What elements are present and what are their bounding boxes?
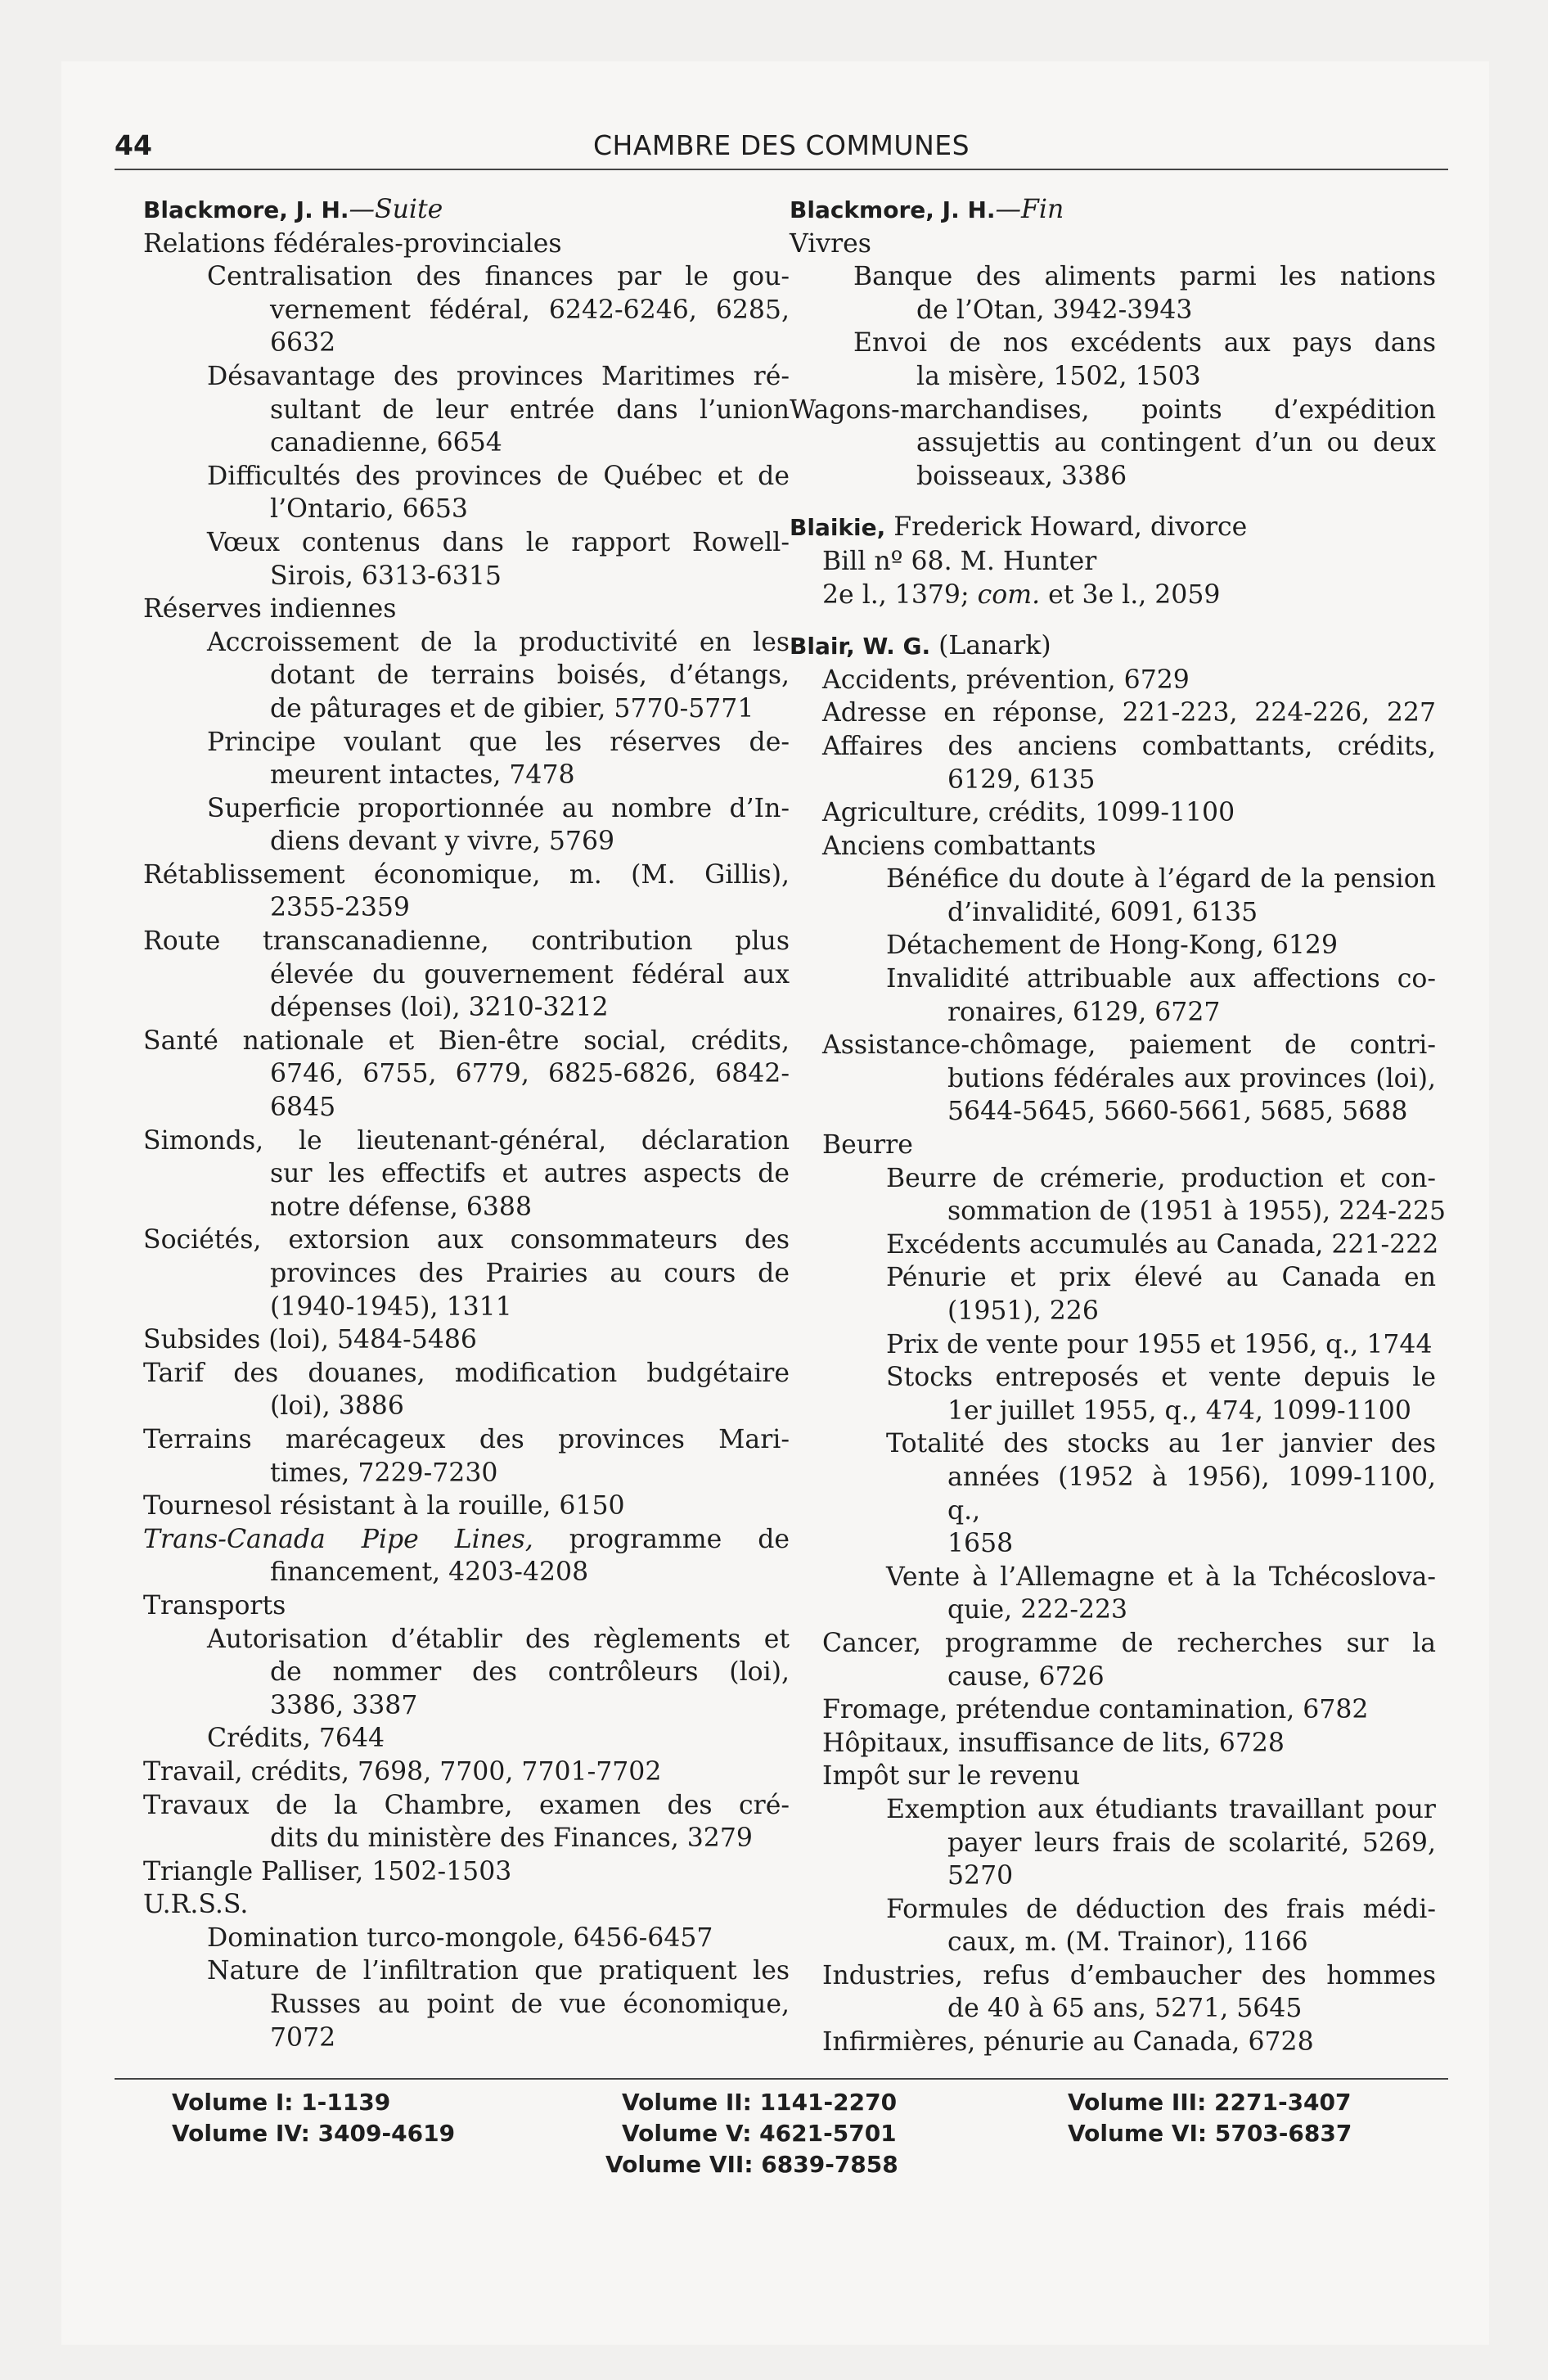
list-item: Agriculture, crédits, 1099-1100 (822, 798, 1235, 828)
list-item: la misère, 1502, 1503 (916, 361, 1201, 391)
list-item: Vœux contenus dans le rapport Rowell- (207, 527, 790, 557)
list-item: Domination turco-mongole, 6456-6457 (207, 1922, 713, 1953)
list-item: 1er juillet 1955, q., 474, 1099-1100 (947, 1395, 1411, 1426)
list-item: Désavantage des provinces Maritimes ré- (207, 361, 790, 391)
list-item: Invalidité attribuable aux affections co- (886, 964, 1436, 994)
list-item: Centralisation des finances par le gou- (207, 262, 790, 292)
list-item: assujettis au contingent d’un ou deux (916, 428, 1436, 458)
list-item: Assistance-chômage, paiement de contri- (822, 1030, 1436, 1061)
list-item: Terrains marécageux des provinces Mari- (143, 1424, 790, 1454)
entry-heading: Blaikie, Frederick Howard, divorce (790, 512, 1248, 543)
list-item: Tournesol résistant à la rouille, 6150 (143, 1491, 625, 1521)
list-item: Principe voulant que les réserves de- (207, 727, 790, 757)
list-item: payer leurs frais de scolarité, 5269, (947, 1828, 1436, 1858)
entry-heading: Blackmore, J. H.—Fin (790, 195, 1064, 224)
list-item: 6632 (270, 328, 336, 358)
right-column (790, 193, 1447, 2059)
list-item: de 40 à 65 ans, 5271, 5645 (947, 1994, 1303, 2024)
list-item: Transports (143, 1590, 286, 1620)
list-item: 7072 (270, 2022, 336, 2053)
list-item: sultant de leur entrée dans l’union (270, 394, 790, 425)
list-item: Simonds, le lieutenant-général, déclaration (143, 1125, 790, 1156)
list-item: caux, m. (M. Trainor), 1166 (947, 1927, 1308, 1958)
list-item: Réserves indiennes (143, 594, 397, 624)
list-item: Impôt sur le revenu (822, 1761, 1081, 1792)
list-item: Accidents, prévention, 6729 (822, 665, 1190, 695)
left-column (143, 193, 790, 2054)
list-item: Accroissement de la productivité en les (207, 627, 790, 657)
list-item: Russes au point de vue économique, (270, 1990, 790, 2020)
list-item: Prix de vente pour 1955 et 1956, q., 1744 (886, 1329, 1433, 1359)
entry-heading: Blair, W. G. (Lanark) (790, 631, 1051, 661)
list-item: élevée du gouvernement fédéral aux (270, 959, 790, 989)
list-item: Vente à l’Allemagne et à la Tchécoslova- (886, 1562, 1436, 1592)
list-item: Autorisation d’établir des règlements et (207, 1624, 790, 1654)
list-item: années (1952 à 1956), 1099-1100, q., (947, 1462, 1436, 1526)
list-item: Industries, refus d’embaucher des hommes (822, 1960, 1436, 1990)
header-rule (115, 169, 1448, 170)
list-item: Wagons-marchandises, points d’expédition (790, 394, 1436, 425)
list-item: Stocks entreposés et vente depuis le (886, 1363, 1436, 1393)
list-item: butions fédérales aux provinces (loi), (947, 1063, 1436, 1093)
footer-rule (115, 2078, 1448, 2080)
list-item: diens devant y vivre, 5769 (270, 827, 615, 857)
list-item: financement, 4203-4208 (270, 1557, 589, 1588)
volume-range: Volume III: 2271-3407 (1068, 2089, 1352, 2116)
list-item: 2355-2359 (270, 893, 410, 923)
list-item: 6746, 6755, 6779, 6825-6826, 6842- (270, 1059, 790, 1089)
entry-heading: Blackmore, J. H.—Suite (143, 195, 443, 224)
list-item: Crédits, 7644 (207, 1724, 385, 1754)
list-item: boisseaux, 3386 (916, 461, 1127, 491)
list-item: cause, 6726 (947, 1661, 1105, 1692)
page-header (115, 129, 1448, 170)
list-item: Excédents accumulés au Canada, 221-222 (886, 1229, 1439, 1260)
list-item: Triangle Palliser, 1502-1503 (143, 1856, 512, 1886)
list-item: Subsides (loi), 5484-5486 (143, 1325, 477, 1355)
list-item: 1658 (947, 1529, 1014, 1559)
list-item: Banque des aliments parmi les nations (853, 262, 1436, 292)
list-item: Envoi de nos excédents aux pays dans (853, 328, 1436, 358)
list-item: (1951), 226 (947, 1296, 1099, 1326)
list-item: Détachement de Hong-Kong, 6129 (886, 931, 1339, 961)
volume-range: Volume V: 4621-5701 (622, 2120, 897, 2147)
list-item: dépenses (loi), 3210-3212 (270, 993, 609, 1023)
list-item: Anciens combattants (822, 831, 1096, 861)
list-item: d’invalidité, 6091, 6135 (947, 897, 1258, 927)
list-item: Hôpitaux, insuffisance de lits, 6728 (822, 1728, 1285, 1758)
list-item: Travail, crédits, 7698, 7700, 7701-7702 (143, 1756, 662, 1787)
list-item: ronaires, 6129, 6727 (947, 997, 1221, 1027)
list-item: Trans-Canada Pipe Lines, programme de (143, 1524, 790, 1554)
list-item: Fromage, prétendue contamination, 6782 (822, 1695, 1369, 1725)
list-item: quie, 222-223 (947, 1595, 1128, 1625)
list-item: Rétablissement économique, m. (M. Gillis), (143, 859, 790, 890)
volume-range: Volume II: 1141-2270 (622, 2089, 898, 2116)
list-item: de nommer des contrôleurs (loi), (270, 1657, 790, 1688)
list-item: Adresse en réponse, 221-223, 224-226, 227 (822, 698, 1436, 728)
list-item: Nature de l’infiltration que pratiquent les (207, 1956, 790, 1986)
list-item: (loi), 3886 (270, 1391, 404, 1422)
list-item: Vivres (790, 228, 871, 259)
list-item: U.R.S.S. (143, 1890, 249, 1920)
list-item: Bill nº 68. M. Hunter (822, 546, 1097, 576)
list-item: Tarif des douanes, modification budgétaire (143, 1358, 790, 1388)
list-item: sommation de (1951 à 1955), 224-225 (947, 1197, 1447, 1227)
list-item: 6129, 6135 (947, 764, 1096, 795)
list-item: dits du ministère des Finances, 3279 (270, 1823, 753, 1854)
list-item: de pâturages et de gibier, 5770-5771 (270, 693, 754, 723)
volume-range: Volume I: 1-1139 (172, 2089, 391, 2116)
list-item: Pénurie et prix élevé au Canada en (886, 1263, 1436, 1293)
page-number: 44 (115, 129, 152, 161)
list-item: provinces des Prairies au cours de (270, 1259, 790, 1288)
list-item: dotant de terrains boisés, d’étangs, (270, 660, 790, 691)
list-item: meurent intactes, 7478 (270, 760, 575, 791)
volume-range: Volume VI: 5703-6837 (1068, 2120, 1352, 2147)
list-item: Difficultés des provinces de Québec et de (207, 461, 790, 491)
list-item: Santé nationale et Bien-être social, crédits, (143, 1025, 790, 1056)
list-item: Superficie proportionnée au nombre d’In- (207, 793, 790, 823)
list-item: Bénéfice du doute à l’égard de la pension (886, 864, 1436, 895)
volume-range: Volume IV: 3409-4619 (172, 2120, 456, 2147)
list-item: Totalité des stocks au 1er janvier des (886, 1429, 1436, 1459)
list-item: times, 7229-7230 (270, 1458, 498, 1488)
list-item: Route transcanadienne, contribution plus (143, 926, 790, 957)
list-item: 3386, 3387 (270, 1690, 418, 1720)
list-item: Travaux de la Chambre, examen des cré- (143, 1790, 790, 1820)
list-item: Infirmières, pénurie au Canada, 6728 (822, 2027, 1314, 2058)
list-item: notre défense, 6388 (270, 1192, 533, 1222)
list-item: Beurre de crémerie, production et con- (886, 1163, 1436, 1193)
list-item: 5644-5645, 5660-5661, 5685, 5688 (947, 1097, 1408, 1127)
running-title: CHAMBRE DES COMMUNES (592, 129, 970, 161)
list-item: canadienne, 6654 (270, 428, 502, 458)
list-item: sur les effectifs et autres aspects de (270, 1159, 790, 1189)
list-item: Sociétés, extorsion aux consommateurs des (143, 1225, 790, 1255)
list-item: 5270 (947, 1861, 1014, 1891)
list-item: (1940-1945), 1311 (270, 1291, 512, 1322)
list-item: 2e l., 1379; com. et 3e l., 2059 (822, 579, 1221, 610)
list-item: l’Ontario, 6653 (270, 494, 468, 525)
list-item: Affaires des anciens combattants, crédits, (822, 731, 1436, 761)
list-item: Sirois, 6313-6315 (270, 561, 502, 591)
list-item: Exemption aux étudiants travaillant pour (886, 1794, 1436, 1824)
list-item: Cancer, programme de recherches sur la (822, 1628, 1436, 1658)
list-item: de l’Otan, 3942-3943 (916, 295, 1193, 325)
list-item: vernement fédéral, 6242-6246, 6285, (270, 295, 790, 325)
volume-range: Volume VII: 6839-7858 (605, 2151, 898, 2178)
list-item: Relations fédérales-provinciales (143, 228, 562, 259)
list-item: Beurre (822, 1130, 913, 1161)
list-item: Formules de déduction des frais médi- (886, 1894, 1436, 1924)
list-item: 6845 (270, 1093, 336, 1123)
